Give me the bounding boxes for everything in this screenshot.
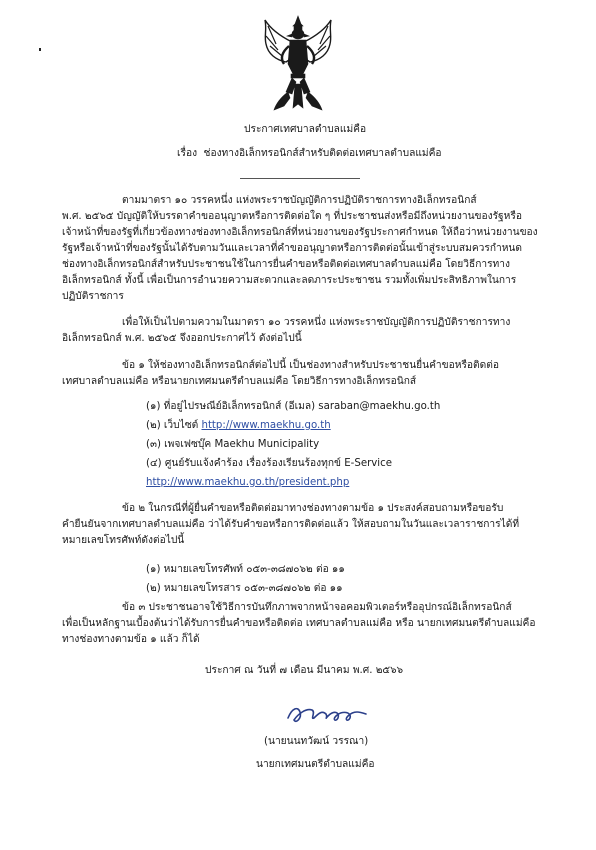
subject-line (177, 146, 442, 161)
clause3-line: เพื่อเป็นหลักฐานเบื้องต้นว่าได้รับการยื่นคำขอหรือติดต่อ เทศบาลตำบลแม่คือ หรือ นายกเทศมนตรีตำบลแม่คือ (62, 618, 536, 629)
channel-website (146, 418, 331, 433)
para1-line: พ.ศ. ๒๕๖๕ บัญญัติให้บรรดาคำขออนุญาตหรือการติดต่อใด ๆ ที่ประชาชนส่งหรือมีถึงหน่วยงานของรัฐหรือ (62, 211, 522, 222)
para1-line: ปฏิบัติราชการ (62, 291, 124, 302)
clause1-line: เทศบาลตำบลแม่คือ หรือนายกเทศมนตรีตำบลแม่คือ โดยวิธีการทางอิเล็กทรอนิกส์ (62, 376, 417, 387)
para2-line: อิเล็กทรอนิกส์ พ.ศ. ๒๕๖๕ จึงออกประกาศไว้ ดังต่อไปนี้ (62, 333, 302, 344)
clause1-line: ข้อ ๑ ให้ช่องทางอิเล็กทรอนิกส์ต่อไปนี้ เป็นช่องทางสำหรับประชาชนยื่นคำขอหรือติดต่อ (122, 360, 499, 371)
para2-line: เพื่อให้เป็นไปตามความในมาตรา ๑๐ วรรคหนึ่ง แห่งพระราชบัญญัติการปฏิบัติราชการทาง (122, 317, 511, 328)
signer-name: (นายนนทวัฒน์ วรรณา) (264, 736, 369, 747)
complaint-link[interactable]: http://www.maekhu.go.th/president.php (146, 477, 350, 488)
para1-line: ช่องทางอิเล็กทรอนิกส์สำหรับประชาชนใช้ในการยื่นคำขอหรือติดต่อเทศบาลตำบลแม่คือ โดยวิธีการทาง (62, 259, 510, 270)
announcement-date: ประกาศ ณ วันที่ ๗ เดือน มีนาคม พ.ศ. ๒๕๖๖ (205, 665, 404, 676)
signer-position: นายกเทศมนตรีตำบลแม่คือ (256, 759, 375, 770)
clause2-line: คำยืนยันจากเทศบาลตำบลแม่คือ ว่าได้รับคำขอหรือการติดต่อแล้ว ให้สอบถามในวันและเวลาราชการได้ที่ (62, 519, 520, 530)
para1-line: ตามมาตรา ๑๐ วรรคหนึ่ง แห่งพระราชบัญญัติการปฏิบัติราชการทางอิเล็กทรอนิกส์ (122, 195, 477, 206)
website-link[interactable]: http://www.maekhu.go.th (201, 420, 331, 431)
clause2-line: หมายเลขโทรศัพท์ดังต่อไปนี้ (62, 535, 185, 546)
channel-email: (๑) ที่อยู่ไปรษณีย์อิเล็กทรอนิกส์ (อีเมล) saraban@maekhu.go.th (146, 401, 441, 412)
clause3-line: ข้อ ๓ ประชาชนอาจใช้วิธีการบันทึกภาพจากหน้าจอคอมพิวเตอร์หรืออุปกรณ์อิเล็กทรอนิกส์ (122, 602, 512, 613)
channel-facebook: (๓) เพจเฟซบุ๊ค Maekhu Municipality (146, 439, 320, 450)
para1-line: เจ้าหน้าที่ของรัฐที่เกี่ยวข้องทางช่องทางอิเล็กทรอนิกส์ที่หน่วยงานของรัฐประกาศกำหนด ให้ถือว่าหน่วยงานของ (62, 227, 538, 238)
announcement-title: ประกาศเทศบาลตำบลแม่คือ (244, 124, 367, 135)
subject-text: ช่องทางอิเล็กทรอนิกส์สำหรับติดต่อเทศบาลตำบลแม่คือ (203, 148, 442, 159)
handwritten-signature-icon (286, 700, 368, 728)
garuda-emblem-icon (262, 14, 334, 112)
para1-line: อิเล็กทรอนิกส์ ทั้งนี้ เพื่อเป็นการอำนวยความสะดวกและลดภาระประชาชน รวมทั้งเพิ่มประสิทธิภาพในการ (62, 275, 517, 286)
para1-line: รัฐหรือเจ้าหน้าที่ของรัฐนั้นได้รับตามวันและเวลาที่คำขออนุญาตหรือการติดต่อนั้นเข้าสู่ระบบสมควรกำหนด (62, 243, 523, 254)
website-label: (๒) เว็บไซต์ (146, 420, 199, 431)
header-divider (240, 178, 360, 179)
clause3-line: ทางช่องทางตามข้อ ๑ แล้ว ก็ได้ (62, 634, 200, 645)
subject-label: เรื่อง (177, 148, 198, 159)
clause2-line: ข้อ ๒ ในกรณีที่ผู้ยื่นคำขอหรือติดต่อมาทางช่องทางตามข้อ ๑ ประสงค์สอบถามหรือขอรับ (122, 503, 504, 514)
phone-number: (๑) หมายเลขโทรศัพท์ ๐๕๓-๓๘๗๐๖๒ ต่อ ๑๑ (146, 564, 345, 575)
fax-number: (๒) หมายเลขโทรสาร ๐๕๓-๓๘๗๐๖๒ ต่อ ๑๑ (146, 583, 343, 594)
channel-complaint: (๔) ศูนย์รับแจ้งคำร้อง เรื่องร้องเรียนร้องทุกข์ E-Service (146, 458, 392, 469)
scan-speck (39, 48, 41, 51)
